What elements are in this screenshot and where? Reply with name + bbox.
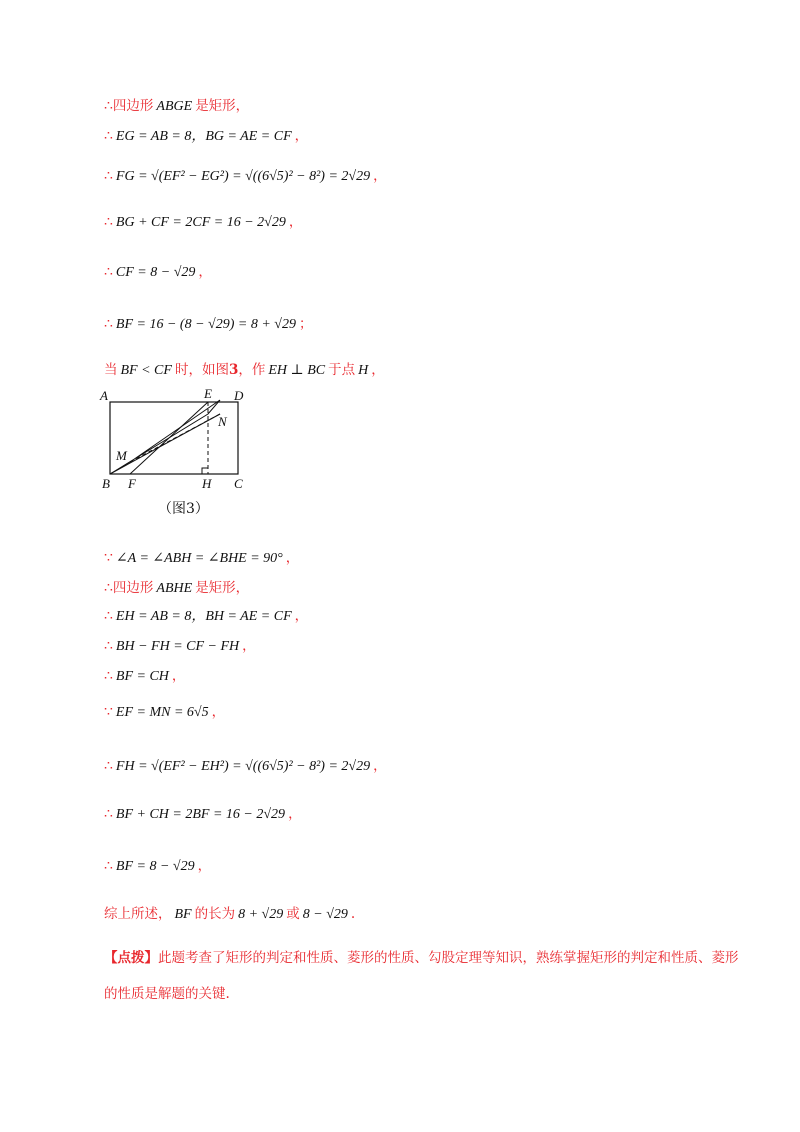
proof-line: ∴ BF = CH ， [104,668,186,684]
therefore-symbol: ∴ [104,638,113,654]
right-angle-mark [202,468,208,474]
therefore-symbol: ∴ [104,168,113,184]
label-n: N [218,414,227,429]
therefore-symbol: ∴ [104,98,113,114]
therefore-symbol: ∴ [104,264,113,280]
proof-line: ∴ BH − FH = CF − FH ， [104,638,256,654]
label-c: C [234,476,243,490]
math-expression: ABGE [156,99,193,114]
therefore-symbol: ∴ [104,758,113,774]
therefore-symbol: ∴ [104,608,113,624]
tip-tag: 【点拨】 [104,950,158,966]
proof-line: ∴ BF = 8 − √29 ， [104,858,212,874]
math-expression: BG + CF = 2CF = 16 − 2√29 [115,215,286,230]
proof-line: ∵ ∠A = ∠ABH = ∠BHE = 90° ， [104,550,300,566]
because-symbol: ∵ [104,550,113,566]
math-expression: BF = 16 − (8 − √29) = 8 + √29 [115,317,296,332]
geometry-figure [96,384,266,490]
label-e: E [204,386,212,401]
label-d: D [234,388,244,403]
therefore-symbol: ∴ [104,858,113,874]
therefore-symbol: ∴ [104,806,113,822]
proof-line: ∴ BF = 16 − (8 − √29) = 8 + √29 ； [104,316,313,332]
case-line: 当 BF < CF 时，如图3，作 EH ⊥ BC 于点 H ， [104,362,385,378]
because-symbol: ∵ [104,704,113,720]
math-expression: CF = 8 − √29 [115,265,196,280]
proof-line: ∵ EF = MN = 6√5 ， [104,704,226,720]
label-b: B [102,476,110,490]
proof-line: ∴四边形 ABHE 是矩形， [104,580,250,596]
summary-line: 综上所述， BF 的长为 8 + √29 或 8 − √29 . [104,906,356,922]
proof-line: ∴ BG + CF = 2CF = 16 − 2√29 ， [104,214,303,230]
proof-line: ∴ CF = 8 − √29 ， [104,264,212,280]
label-m: M [116,448,127,463]
therefore-symbol: ∴ [104,214,113,230]
proof-line: ∴四边形 ABGE 是矩形， [104,98,250,114]
proof-line: ∴ BF + CH = 2BF = 16 − 2√29 ， [104,806,302,822]
tip-paragraph [104,940,744,1012]
therefore-symbol: ∴ [104,316,113,332]
therefore-symbol: ∴ [104,668,113,684]
tip-text: 此题考查了矩形的判定和性质、菱形的性质、勾股定理等知识，熟练掌握矩形的判定和性质、菱形的性质是解题的关键. [104,950,739,1002]
therefore-symbol: ∴ [104,128,113,144]
therefore-symbol: ∴ [104,580,113,596]
proof-line: ∴ FH = √(EF² − EH²) = √((6√5)² − 8²) = 2√29 ， [104,758,387,774]
label-a: A [100,388,108,403]
proof-line: ∴ FG = √(EF² − EG²) = √((6√5)² − 8²) = 2√29 ， [104,168,387,184]
label-h: H [202,476,212,490]
proof-line: ∴ EH = AB = 8，BH = AE = CF ， [104,608,309,624]
math-expression: FG = √(EF² − EG²) = √((6√5)² − 8²) = 2√29 [115,169,371,184]
figure-caption: （图3） [158,501,209,517]
math-expression: EG = AB = 8，BG = AE = CF [115,129,292,144]
segment-ef [130,402,208,474]
proof-line: ∴ EG = AB = 8，BG = AE = CF ， [104,128,309,144]
segment-bn [110,414,220,474]
label-f: F [128,476,136,490]
